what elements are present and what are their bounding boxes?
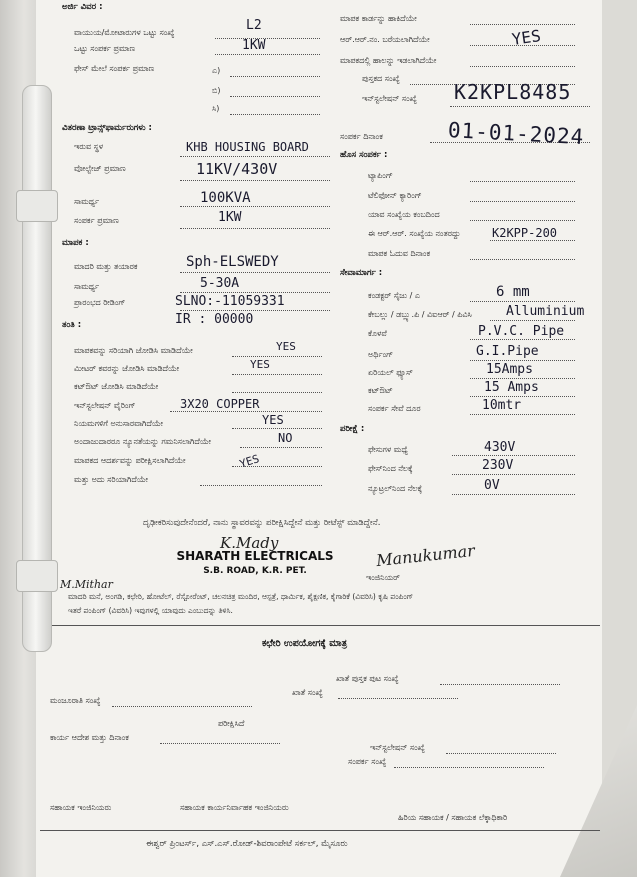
phase-b: ಬಿ): [212, 86, 221, 95]
row-label: ಇರುವ ಸ್ಥಳ: [74, 142, 104, 151]
fill-line: [470, 66, 575, 67]
fill-line: [180, 180, 330, 181]
order-date-label: ಕಾರ್ಯ ಆದೇಶ ಮತ್ತು ದಿನಾಂಕ: [50, 733, 129, 742]
binder-clip-bottom-knob: [16, 560, 58, 592]
fill-line: [452, 494, 575, 495]
row-label: ಸಂಪರ್ಕ ಪ್ರಮಾಣ: [74, 216, 119, 225]
hw-value: P.V.C. Pipe: [478, 324, 565, 339]
hw-value: 5-30A: [200, 276, 240, 291]
fill-line: [180, 272, 330, 273]
row-label: ಸಂಪರ್ಕ ಸೇವೆ ದೂರ: [368, 404, 421, 413]
checked-label: ಪರೀಕ್ಷಿಸಿದೆ: [218, 719, 245, 728]
fill-line: [490, 240, 575, 241]
row-label: ಮೀಟರ್ ಕವರನ್ನು ಜೋಡಿಸಿ ಮಾಡಿದೆಯೇ: [74, 364, 180, 373]
meter-header: ಮಾಪಕ :: [62, 238, 89, 248]
connection-no-label: ಸಂಪರ್ಕ ಸಂಖ್ಯೆ: [348, 757, 387, 766]
service-header: ಸೇವಾಮಾರ್ಗ :: [340, 268, 383, 278]
transformer-header: ವಿತರಣಾ ಟ್ರಾನ್ಸ್‌ಫಾರ್ಮರುಗಳು :: [62, 123, 152, 133]
hw-value: 1KW: [242, 38, 266, 53]
hw-value: 430V: [484, 440, 516, 455]
fill-line: [232, 392, 322, 393]
fill-line: [470, 360, 575, 361]
row-label: ಮಾಪಕ ಕಾರ್ಡನ್ನು ಹಾಕಿದೆಯೇ: [340, 14, 417, 23]
office-header: ಕಛೇರಿ ಉಪಯೋಗಕ್ಕೆ ಮಾತ್ರ: [262, 638, 348, 649]
hw-value: 3X20 COPPER: [180, 397, 260, 411]
fill-line: [200, 485, 322, 486]
ledger-page-label: ಖಾತೆ ಪುಸ್ತಕ ಪುಟ ಸಂಖ್ಯೆ: [336, 674, 399, 683]
installation-no-label: ಇನ್‌ಸ್ಟಲೇಷನ್ ಸಂಖ್ಯೆ: [370, 743, 425, 752]
row-label: ಕಟ್‌ಔಟ್ ಜೋಡಿಸಿ ಮಾಡಿದೆಯೇ: [74, 382, 159, 391]
row-label: ಪುಸ್ತಕದ ಸಂಖ್ಯೆ: [362, 74, 400, 83]
hw-value: 0V: [484, 478, 500, 493]
hw-value: 230V: [482, 458, 514, 473]
phase-a: ಎ): [212, 66, 221, 75]
divider: [40, 830, 600, 831]
hw-value: Sph-ELSWEDY: [186, 254, 279, 270]
divider: [40, 625, 600, 626]
hw-value: KHB HOUSING BOARD: [186, 140, 309, 154]
row-label: ಮಾಪಕವನ್ನು ಸರಿಯಾಗಿ ಜೋಡಿಸಿ ಮಾಡಿದೆಯೇ: [74, 346, 193, 355]
fill-line: [180, 228, 330, 229]
fill-line: [490, 320, 575, 321]
fill-line: [470, 220, 575, 221]
row-label: ಫೇಸ್ ಮೇಲೆ ಸಂಪರ್ಕ ಪ್ರಮಾಣ: [74, 64, 155, 73]
phase-c: ಸಿ): [212, 104, 220, 113]
row-label: ಫೇಸ್‌ನಿಂದ ನೆಲಕ್ಕೆ: [368, 464, 413, 473]
fill-line: [446, 753, 556, 754]
row-label: ಸಂಪರ್ಕ ದಿನಾಂಕ: [340, 132, 383, 141]
hw-value: 6 mm: [496, 284, 530, 300]
fill-line: [230, 96, 320, 97]
fill-line: [232, 374, 322, 375]
fill-line: [470, 339, 575, 340]
hw-value: K2KPP-200: [492, 226, 558, 240]
fill-line: [470, 259, 575, 260]
new-connection-header: ಹೊಸ ಸಂಪರ್ಕ :: [340, 150, 388, 160]
stamp-name: SHARATH ELECTRICALS: [176, 549, 334, 563]
binder-clip-top-knob: [16, 190, 58, 222]
fill-line: [470, 414, 575, 415]
engineer-label: ಇಂಜಿನಿಯರ್: [366, 573, 400, 582]
tests-header: ಪರೀಕ್ಷೆ :: [340, 424, 365, 434]
contractor-signature: K.Mady: [220, 534, 279, 552]
hw-value: L2: [246, 18, 262, 33]
row-label: ಕೇಬಲ್ಲು / ಡಬ್ಲ್ಯು.ಪಿ / ವಿಐಆರ್ / ಪಿವಿಸಿ: [368, 310, 472, 319]
row-label: ಇನ್‌ಸ್ಟಲೇಷನ್ ವೈರಿಂಗ್: [74, 401, 136, 410]
stamp-address: S.B. ROAD, K.R. PET.: [203, 566, 307, 576]
row-label: ಫೇಸುಗಳ ಮಧ್ಯೆ: [368, 445, 408, 454]
usage-note: ಮಾದರಿ ಮನೆ, ಅಂಗಡಿ, ಕಛೇರಿ, ಹೋಟೆಲ್, ರೆಸ್ಟೋರೆಂಟ್, ಚಲನಚಿತ್ರ ಮಂದಿರ, ಆಸ್ಪತ್ರೆ, ಧಾರ್ಮಿಕ, ಶೈಕ್ಷಣಿಕ, ಕೈಗಾರಿಕೆ (ವಿವರಿಸಿ) ಕೃಷಿ ಪಂಪಿಂಗ್: [68, 592, 414, 601]
fill-line: [470, 201, 575, 202]
row-label: ನಿಯಮಗಳಿಗೆ ಅನುಸಾರವಾಗಿದೆಯೇ: [74, 419, 164, 428]
row-label: ವೋಲ್ಟೇಜ್ ಪ್ರಮಾಣ: [74, 164, 126, 173]
hw-value: 15Amps: [486, 362, 533, 377]
fill-line: [180, 156, 330, 157]
role-accounts-officer: ಹಿರಿಯ ಸಹಾಯಕ / ಸಹಾಯಕ ಲೆಕ್ಕಾಧಿಕಾರಿ: [398, 813, 508, 822]
engineer-signature: Manukumar: [375, 540, 476, 571]
left-top-header: ಅರ್ಜಿ ವಿವರ :: [62, 2, 103, 12]
fill-line: [112, 706, 252, 707]
fill-line: [215, 54, 320, 55]
hw-value: YES: [262, 413, 284, 427]
row-label: ಕಟ್‌ಔಟ್: [368, 386, 393, 395]
fill-line: [230, 76, 320, 77]
row-label: ಮತ್ತು ಅದು ಸರಿಯಾಗಿದೆಯೇ: [74, 475, 149, 484]
hw-value: YES: [237, 452, 261, 471]
hw-value: SLNO:-11059331: [175, 294, 285, 309]
fill-line: [180, 310, 330, 311]
fill-line: [180, 206, 330, 207]
hw-value: 1KW: [218, 210, 242, 225]
row-label: ಕಂಡಕ್ಟರ್ ಸೈಜು / ಎ: [368, 291, 421, 300]
fill-line: [470, 24, 575, 25]
row-label: ಅಂದಾಜುದಾರರೂ ನ್ಯೂನತೆಯನ್ನು ಗಮನಿಸಲಾಗಿದೆಯೇ: [74, 437, 212, 446]
row-label: ಯಾವ ಸಂಖ್ಯೆಯ ಕಂಬದಿಂದ: [368, 210, 440, 219]
row-label: ಪ್ರಾರಂಭದ ರೀಡಿಂಗ್: [74, 298, 126, 307]
fill-line: [470, 181, 575, 182]
row-label: ಟೆಲಿಫೋನ್ ಕ್ಯಾರಿಂಗ್: [368, 191, 422, 200]
row-label: ಕೊಳವೆ: [368, 329, 387, 338]
fill-line: [180, 292, 330, 293]
role-assistant-engineer: ಸಹಾಯಕ ಇಂಜಿನಿಯರು: [50, 803, 112, 812]
row-label: ಅರ್ಥಿಂಗ್: [368, 350, 394, 359]
fill-line: [215, 38, 320, 39]
fill-line: [470, 396, 575, 397]
hw-value: 10mtr: [482, 398, 522, 413]
fill-line: [440, 684, 560, 685]
row-label: ಸಾಮರ್ಥ್ಯ: [74, 197, 100, 206]
fill-line: [232, 428, 322, 429]
row-label: ಮಾಪಕ ಓದುವ ದಿನಾಂಕ: [368, 249, 431, 258]
fill-line: [452, 474, 575, 475]
hw-value: 11KV/430V: [196, 160, 278, 178]
hw-value: 15 Amps: [484, 380, 539, 395]
fill-line: [470, 301, 575, 302]
row-label: ಒಟ್ಟು ಸಂಪರ್ಕ ಪ್ರಮಾಣ: [74, 44, 136, 53]
fill-line: [232, 356, 322, 357]
hw-value: NO: [278, 431, 293, 445]
row-label: ಮಾದರಿ ಮತ್ತು ತಯಾರಕ: [74, 262, 138, 271]
row-label: ಏರಿಯಲ್ ಫ್ಯೂಸ್: [368, 368, 413, 377]
hw-value: YES: [276, 340, 296, 353]
hw-value: Alluminium: [506, 304, 585, 319]
role-assistant-exec-engineer: ಸಹಾಯಕ ಕಾರ್ಯನಿರ್ವಾಹಕ ಇಂಜಿನಿಯರು: [180, 803, 289, 812]
connection-date: 01-01-2024: [447, 118, 585, 150]
fill-line: [450, 106, 590, 107]
row-label: ಮಾಪಕದ ಆದರ್ಶವನ್ನು ಪರೀಕ್ಷಿಸಲಾಗಿದೆಯೇ: [74, 456, 186, 465]
declaration: ದೃಢೀಕರಿಸುವುದೇನೆಂದರೆ, ನಾನು ಸ್ಥಾವರವನ್ನು ಪರೀಕ್ಷಿಸಿದ್ದೇನೆ ಮತ್ತು ರೀಟೆಸ್ಟ್ ಮಾಡಿದ್ದೇನೆ.: [143, 518, 381, 528]
row-label: ನ್ಯೂಟ್ರಲ್‌ನಿಂದ ನೆಲಕ್ಕೆ: [368, 484, 423, 493]
fill-line: [338, 698, 458, 699]
row-label: ಈ ಆರ್.ಆರ್. ಸಂಖ್ಯೆಯ ನಂತರದ್ದು: [368, 229, 461, 238]
fill-line: [470, 378, 575, 379]
account-no-label: ಖಾತೆ ಸಂಖ್ಯೆ: [292, 688, 323, 697]
hw-value: G.I.Pipe: [476, 344, 539, 359]
fill-line: [160, 743, 280, 744]
fill-line: [170, 411, 322, 412]
hw-value: IR : 00000: [175, 312, 254, 327]
fill-line: [452, 455, 575, 456]
fill-line: [230, 114, 320, 115]
row-label: ಇನ್‌ಸ್ಟಲೇಷನ್ ಸಂಖ್ಯೆ: [362, 94, 417, 103]
row-label: ವಾಯುಯ/ಮೋಟಾರುಗಳ ಒಟ್ಟು ಸಂಖ್ಯೆ: [74, 28, 175, 37]
fill-line: [394, 767, 544, 768]
row-label: ಸಾಮರ್ಥ್ಯ: [74, 282, 100, 291]
application-no-label: ಮಂಜೂರಾತಿ ಸಂಖ್ಯೆ: [50, 696, 101, 705]
usage-note-2: ಇತರೆ ಪಂಪಿಂಗ್ (ವಿವರಿಸಿ) ಇವುಗಳಲ್ಲಿ ಯಾವುದು ಎಂಬುದನ್ನು ತಿಳಿಸಿ.: [68, 606, 233, 615]
row-label: ಟ್ಯಾಪಿಂಗ್: [368, 171, 393, 180]
hw-value: YES: [250, 358, 270, 371]
row-label: ಆರ್.ಆರ್.ನಂ. ಬರೆಯಲಾಗಿದೆಯೇ: [340, 35, 430, 44]
hw-value: 100KVA: [200, 190, 251, 206]
fill-line: [240, 447, 322, 448]
wiring-header: ತಂತಿ :: [62, 320, 82, 330]
owner-signature: M.Mithar: [60, 578, 113, 591]
printer-credit: ಈಶ್ವರ್ ಪ್ರಿಂಟರ್ಸ್, ಎಸ್.ಎಸ್.ರೋಡ್-ಶಿವರಾಂಪೇಟೆ ಸರ್ಕಲ್, ಮೈಸೂರು: [146, 839, 348, 849]
hw-value: YES: [510, 26, 542, 49]
installation-number: K2KPL8485: [454, 80, 572, 104]
row-label: ಮಾಪಕದಲ್ಲಿ ಹಾಲನ್ನು ಇಡಲಾಗಿದೆಯೇ: [340, 56, 437, 65]
